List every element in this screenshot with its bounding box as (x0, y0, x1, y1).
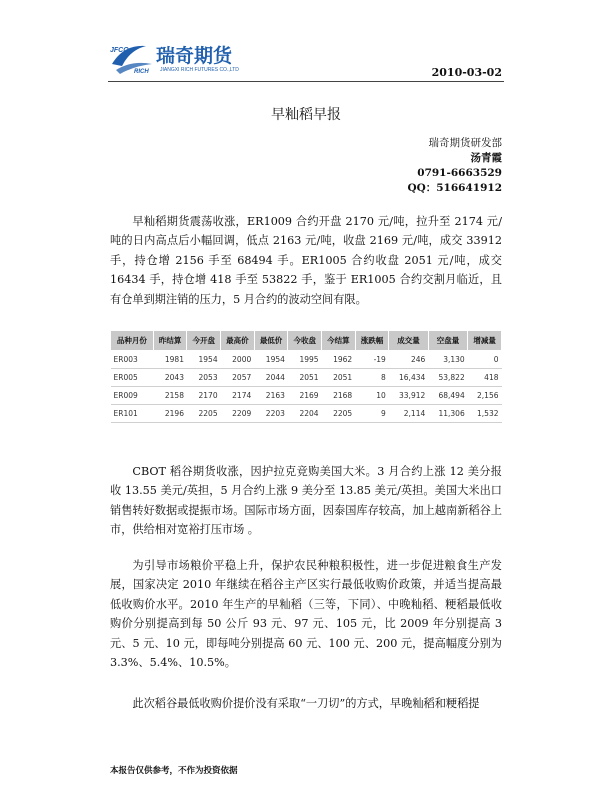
author-dept: 瑞奇期货研发部 (428, 137, 502, 149)
table-cell: 8 (355, 369, 389, 387)
table-cell: 2043 (153, 369, 187, 387)
table-cell: 0 (468, 351, 502, 369)
table-cell: ER003 (111, 351, 154, 369)
table-cell: ER009 (111, 387, 154, 405)
table-cell: 2163 (254, 387, 288, 405)
table-header-row (111, 331, 502, 351)
table-cell: 16,434 (389, 369, 428, 387)
table-cell: 2168 (322, 387, 356, 405)
table-cell: 2209 (221, 405, 255, 423)
company-logo (108, 40, 268, 76)
table-header: 今开盘 (187, 331, 221, 351)
table-cell: ER005 (111, 369, 154, 387)
table-cell: 2051 (288, 369, 322, 387)
table-cell: 2,156 (468, 387, 502, 405)
table-header: 涨跌幅 (355, 331, 389, 351)
disclaimer-footer: 本报告仅供参考，不作为投资依据 (110, 766, 238, 776)
table-cell: 2,114 (389, 405, 428, 423)
table-cell: 68,494 (428, 387, 467, 405)
table-header: 最高价 (221, 331, 255, 351)
table-cell: 2053 (187, 369, 221, 387)
author-block (242, 136, 502, 196)
table-cell: 3,130 (428, 351, 467, 369)
table-cell: 2204 (288, 405, 322, 423)
table-header: 成交量 (389, 331, 428, 351)
table-cell: 2196 (153, 405, 187, 423)
logo-name-cn: 瑞奇期货 (156, 45, 233, 67)
table-cell: 2205 (187, 405, 221, 423)
table-cell: 1,532 (468, 405, 502, 423)
table-cell: ER101 (111, 405, 154, 423)
table-cell: 1981 (153, 351, 187, 369)
table-cell: -19 (355, 351, 389, 369)
table-cell: 1954 (187, 351, 221, 369)
table-cell: 2174 (221, 387, 255, 405)
table-header: 空盘量 (428, 331, 467, 351)
table-header: 增减量 (468, 331, 502, 351)
table-cell: 1954 (254, 351, 288, 369)
table-cell: 10 (355, 387, 389, 405)
logo-badge-sub: RICH (134, 69, 149, 75)
table-cell: 53,822 (428, 369, 467, 387)
table-cell: 246 (389, 351, 428, 369)
table-cell: 2169 (288, 387, 322, 405)
paragraph-continued: 此次稻谷最低收购价提价没有采取“一刀切”的方式，早晚籼稻和粳稻提 (132, 697, 480, 710)
table-cell: 11,306 (428, 405, 467, 423)
table-cell: 2170 (187, 387, 221, 405)
table-row (111, 405, 502, 423)
table-header: 品种月份 (111, 331, 154, 351)
table-cell: 2000 (221, 351, 255, 369)
table-row (111, 351, 502, 369)
author-phone: 0791-6663529 (417, 167, 502, 179)
table-row (111, 387, 502, 405)
report-date: 2010-03-02 (431, 66, 502, 79)
table-header: 昨结算 (153, 331, 187, 351)
table-cell: 2057 (221, 369, 255, 387)
paragraph-policy: 为引导市场粮价平稳上升，保护农民种粮积极性，进一步促进粮食生产发展，国家决定 2010 年继续在稻谷主产区实行最低收购价政策，并适当提高最低收购价水平。2010 年生产的早籼稻（三等，下同）、中晚籼稻、粳稻最低收购价分别提高到每 50 公斤 93 元、97 元、105 元，比 2009 年分别提高 3 元、5 元、10 元，即每吨分别提高 60 元、100 元、200 元，提高幅度分别为 3.3%、5.4%、10.5%。 (110, 559, 502, 670)
table-header: 今收盘 (288, 331, 322, 351)
header-divider (108, 81, 504, 82)
table-header: 今结算 (322, 331, 356, 351)
table-header: 最低价 (254, 331, 288, 351)
table-cell: 33,912 (389, 387, 428, 405)
table-cell: 2051 (322, 369, 356, 387)
paragraph-cbot: CBOT 稻谷期货收涨，因护拉克竞购美国大米。3 月合约上涨 12 美分报收 13.55 美元/英担，5 月合约上涨 9 美分至 13.85 美元/英担。美国大米出口销售转好数据或提振市场。国际市场方面，因泰国库存较高，加上越南新稻谷上市，供给相对宽裕打压市场 。 (110, 465, 502, 537)
author-qq: QQ：516641912 (407, 182, 502, 194)
table-cell: 2203 (254, 405, 288, 423)
author-name: 汤青霞 (470, 152, 502, 164)
table-row (111, 369, 502, 387)
quotes-table (110, 330, 502, 423)
logo-badge: JFCO (110, 47, 129, 54)
table-cell: 418 (468, 369, 502, 387)
table-cell: 1962 (322, 351, 356, 369)
logo-name-en: JIANGXI RICH FUTURES CO.,LTD (160, 67, 239, 73)
table-cell: 1995 (288, 351, 322, 369)
table-cell: 2044 (254, 369, 288, 387)
paragraph-market-summary: 早籼稻期货震荡收涨，ER1009 合约开盘 2170 元/吨，拉升至 2174 元/吨的日内高点后小幅回调，低点 2163 元/吨，收盘 2169 元/吨，成交 33912 手，持仓增 2156 手至 68494 手。ER1005 合约收盘 2051 元/吨，成交 16434 手，持仓增 418 手至 53822 手，鉴于 ER1005 合约交割月临近，且有仓单到期注销的压力，5 月合约的波动空间有限。 (110, 215, 502, 306)
page-title: 早籼稻早报 (271, 107, 341, 123)
table-cell: 2205 (322, 405, 356, 423)
table-cell: 2158 (153, 387, 187, 405)
table-cell: 9 (355, 405, 389, 423)
logo-graphic (108, 40, 268, 76)
